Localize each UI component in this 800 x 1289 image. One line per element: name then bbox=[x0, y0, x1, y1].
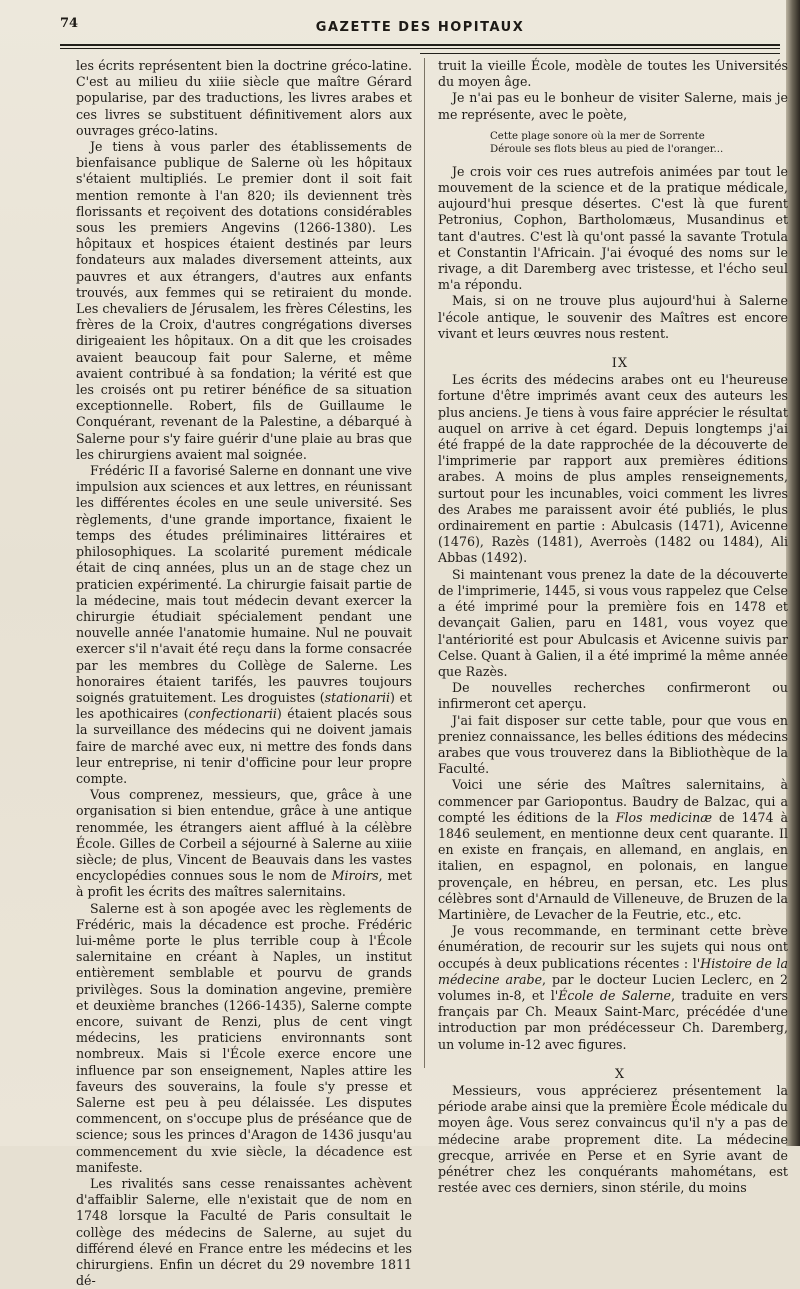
verse-quote bbox=[490, 130, 788, 156]
paragraph: Je tiens à vous parler des établissements de bienfaisance publique de Salerne où les hôpitaux s'étaient multipliés. Le premier dont il soit fait mention remonte à l'an 820; ils deviennent très florissants et reçoivent des dotations considérables sous les premiers Angevins (1266-1380). Les hôpitaux et hospices étaient destinés par leurs fondateurs aux malades diversement atteints, aux pauvres et aux étrangers, d'autres aux enfants trouvés, aux femmes qui se retiraient du monde. Les chevaliers de Jérusalem, les frères Célestins, les frères de la Croix, d'autres congrégations diverses dirigeaient les hôpitaux. On a dit que les croisades avaient beaucoup fait pour Salerne, et même avaient contribué à sa fondation; la vérité est que les croisés ont pu retirer bénéfice de sa situation exceptionnelle. Robert, fils de Guillaume le Conquérant, revenant de la Palestine, a débarqué à Salerne pour s'y faire guérir d'une plaie au bras que les chirurgiens avaient mal soignée. bbox=[76, 139, 412, 462]
section-heading-ix: IX bbox=[611, 356, 629, 372]
paragraph: Mais, si on ne trouve plus aujourd'hui à Salerne l'école antique, le souvenir des Maîtres est encore vivant et leurs œuvres nous restent. bbox=[438, 293, 788, 341]
paragraph bbox=[76, 787, 412, 900]
verse-line: Cette plage sonore où la mer de Sorrente bbox=[490, 130, 705, 142]
paragraph: Les écrits des médecins arabes ont eu l'heureuse fortune d'être imprimés avant ceux des auteurs les plus anciens. Je tiens à vous faire apprécier le résultat auquel on arrive à cet égard. Depuis longtemps j'ai été frappé de la date rapprochée de la découverte de l'imprimerie par rapport aux premières éditions arabes. A moins de plus amples renseignements, surtout pour les incunables, voici comment les livres des Arabes me paraissent avoir été publiés, le plus ordinairement en partie : Abulcasis (1471), Avicenne (1476), Razès (1481), Averroès (1482 ou 1484), Ali Abbas (1492). bbox=[438, 372, 788, 566]
paragraph: Je crois voir ces rues autrefois animées par tout le mouvement de la science et de la pratique médicale, aujourd'hui presque désertes. C'est là que furent Petronius, Cophon, Bartholomæus, Musandinus et tant d'autres. C'est là qu'ont passé la savante Trotula et Constantin l'Africain. J'ai évoqué des noms sur le rivage, a dit Daremberg avec tristesse, et l'écho seul m'a répondu. bbox=[438, 163, 788, 293]
italic-term: stationarii bbox=[324, 689, 391, 705]
paragraph bbox=[76, 463, 412, 787]
header-rule-thick bbox=[60, 44, 780, 46]
paragraph: Les rivalités sans cesse renaissantes achèvent d'affaiblir Salerne, elle n'existait que de nom en 1748 lorsque la Faculté de Paris consultait le collège des médecins de Salerne, au sujet du différend élevé en France entre les médecins et les chirurgiens. Enfin un décret du 29 novembre 1811 dé- bbox=[76, 1176, 412, 1289]
section-heading-x: X bbox=[614, 1066, 626, 1082]
header-rule-thin bbox=[60, 48, 780, 49]
column-divider bbox=[424, 58, 425, 1068]
text-run: ) et les apothicaires ( bbox=[76, 689, 412, 722]
text-run: , met à profit les écrits des maîtres salernitains. bbox=[76, 868, 412, 900]
text-run: Vous comprenez, messieurs, que, grâce à une organisation si bien entendue, grâce à une antique renommée, les étrangers aient afflué à la célèbre École. Gilles de Corbeil a séjourné à Salerne au xiiie siècle; de plus, Vincent de Beauvais dans les vastes encyclopédies connues sous le nom de bbox=[76, 787, 412, 884]
text-run: , traduite en vers français par Ch. Meaux Saint-Marc, précédée d'une introduction par mon prédécesseur Ch. Daremberg, un volume in-12 avec figures. bbox=[438, 987, 789, 1052]
paragraph: Si maintenant vous prenez la date de la découverte de l'imprimerie, 1445, si vous vous rappelez que Celse a été imprimé pour la première fois en 1478 et devançait Galien, paru en 1481, vous voyez que l'antériorité est pour Abulcasis et Avicenne suivis par Celse. Quant à Galien, il a été imprimé la même année que Razès. bbox=[438, 566, 788, 679]
paragraph: Je n'ai pas eu le bonheur de visiter Salerne, mais je me représente, avec le poète, bbox=[438, 90, 788, 122]
page-edge-shadow bbox=[786, 0, 800, 1146]
verse-line: Déroule ses flots bleus au pied de l'oranger... bbox=[490, 143, 724, 155]
header-rule-partial bbox=[420, 53, 780, 54]
paragraph: truit la vieille École, modèle de toutes les Universités du moyen âge. bbox=[438, 58, 788, 90]
paragraph: Salerne est à son apogée avec les règlements de Frédéric, mais la décadence est proche. Frédéric lui-même porte le plus terrible coup à l'École salernitaine en créant à Naples, un institut entièrement semblable et pourvu de grands privilèges. Sous la domination angevine, première et deuxième branches (1266-1435), Salerne compte encore, suivant de Renzi, plus de cent vingt médecins, les praticiens environnants sont nombreux. Mais si l'École exerce encore une influence par son enseignement, Naples attire les faveurs des souverains, la foule s'y presse et Salerne est peu à peu délaissée. Les disputes commencent, on s'occupe plus de préséance que de science; sous les princes d'Aragon de 1436 jusqu'au commencement du xvie siècle, la décadence est manifeste. bbox=[76, 900, 412, 1175]
page-number: 74 bbox=[60, 16, 79, 31]
italic-title: Flos medicinæ bbox=[615, 809, 713, 825]
text-run: Voici une série des Maîtres salernitains, à commencer par Gariopontus. Baudry de Balzac, qui a compté les éditions de la bbox=[438, 777, 788, 825]
journal-title: GAZETTE DES HOPITAUX bbox=[315, 20, 525, 35]
text-run: Je vous recommande, en terminant cette brève énumération, de recourir sur les sujets qui nous ont occupés à deux publications récentes : l' bbox=[438, 923, 788, 971]
italic-term: Miroirs bbox=[331, 868, 379, 884]
paragraph: De nouvelles recherches confirmeront ou infirmeront cet aperçu. bbox=[438, 680, 788, 712]
left-column bbox=[76, 58, 412, 1289]
paragraph bbox=[438, 777, 788, 923]
text-run: ) étaient placés sous la surveillance des médecins qui ne doivent jamais faire de marché avec eux, ni mettre des fonds dans leur entreprise, ni tenir d'officine pour leur propre compte. bbox=[76, 706, 412, 786]
italic-term: confectionarii bbox=[188, 706, 277, 722]
paragraph: Messieurs, vous apprécierez présentement la période arabe ainsi que la première École médicale du moyen âge. Vous serez convaincus qu'il n'y a pas de médecine arabe proprement dite. La médecine grecque, arrivée en Perse et en Syrie avant de pénétrer chez les conquérants mahométans, est restée avec ces derniers, sinon stérile, du moins bbox=[438, 1082, 788, 1196]
italic-title: École de Salerne bbox=[558, 987, 671, 1003]
text-run: , par le docteur Lucien Leclerc, en 2 volumes in-8, et l' bbox=[438, 971, 789, 1003]
paragraph: les écrits représentent bien la doctrine gréco-latine. C'est au milieu du xiiie siècle que maître Gérard popularise, par des traductions, les livres arabes et ces livres se substituent définitivement alors aux ouvrages gréco-latins. bbox=[76, 58, 412, 138]
text-run: Frédéric II a favorisé Salerne en donnant une vive impulsion aux sciences et aux lettres, en réunissant les différentes écoles en une seule université. Ses règlements, d'une grande importance, fixaient le temps des études préliminaires littéraires et philosophiques. La scolarité purement médicale était de cinq années, plus un an de stage chez un praticien expérimenté. La chirurgie faisait partie de la médecine, mais tout médecin devant exercer la chirurgie étudiait spécialement pendant une nouvelle année l'anatomie humaine. Nul ne pouvait exercer s'il n'avait été reçu dans la forme consacrée par les membres du Collège de Salerne. Les honoraires étaient tarifés, les pauvres toujours soignés gratuitement. Les droguistes ( bbox=[76, 463, 412, 705]
paragraph: J'ai fait disposer sur cette table, pour que vous en preniez connaissance, les belles éditions des médecins arabes que vous trouverez dans la Bibliothèque de la Faculté. bbox=[438, 712, 788, 777]
paragraph bbox=[438, 923, 788, 1053]
text-run: de 1474 à 1846 seulement, en mentionne deux cent quarante. Il en existe en français, en allemand, en anglais, en italien, en espagnol, en polonais, en langue provençale, en hébreu, en persan, etc. Les plus célèbres sont d'Arnauld de Villeneuve, de Bruzen de la Martinière, de Levacher de la Feutrie, etc., etc. bbox=[438, 809, 789, 922]
italic-title: Histoire de la médecine arabe bbox=[438, 955, 788, 987]
right-column bbox=[438, 58, 788, 1196]
